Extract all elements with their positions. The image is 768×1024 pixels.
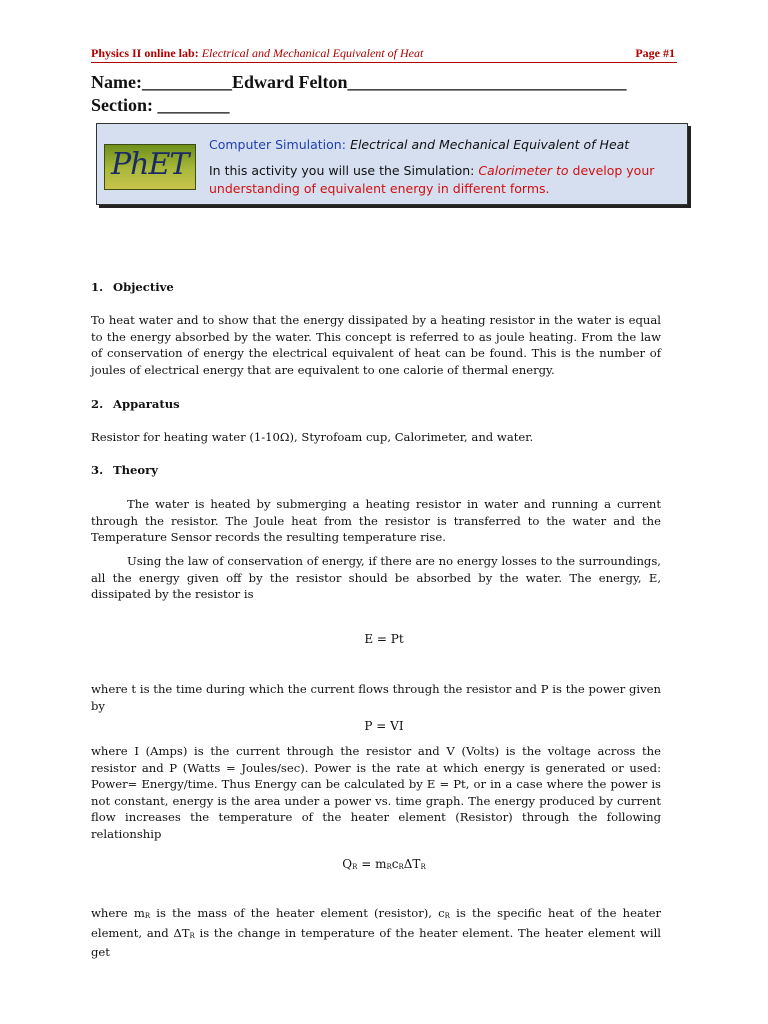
equation-power: P = VI <box>364 719 404 733</box>
simulation-banner <box>96 123 688 205</box>
section-heading-theory: 3. Theory <box>91 463 159 477</box>
banner-title: Electrical and Mechanical Equivalent of Heat <box>350 137 630 152</box>
banner-description: In this activity you will use the Simulation: Calorimeter to develop your understanding of equivalent energy in different forms. <box>209 163 655 196</box>
course-name: Physics II online lab <box>91 46 195 60</box>
theory-paragraph-1: The water is heated by submerging a heating resistor in water and running a current through the resistor. The Joule heat from the resistor is transferred to the water and the Temperature Sensor records the resulting temperature rise. <box>91 497 661 545</box>
equation-energy: E = Pt <box>364 632 404 646</box>
page-header: Physics II online lab: Electrical and Mechanical Equivalent of Heat Page #1 <box>91 46 677 63</box>
simulation-name: Calorimeter to <box>478 163 573 178</box>
section-heading-apparatus: 2. Apparatus <box>91 397 180 411</box>
phet-logo: PhET <box>104 144 196 190</box>
theory-paragraph-5: where $m_R$ is the mass of the heater element (resistor), $c_R$ is the specific heat of the heater element, and $\Delta T_R$ is the change in temperature of the heater element. The heater element will get <box>91 906 662 960</box>
equation-heat: $Q_R = m_Rc_R\Delta T_R$ <box>342 857 426 871</box>
theory-paragraph-2: Using the law of conservation of energy, if there are no energy losses to the surroundings, all the energy given off by the resistor should be absorbed by the water. The energy, E, dissipated by the resistor is <box>91 554 661 602</box>
theory-paragraph-3: where t is the time during which the current flows through the resistor and P is the power given by <box>91 682 661 713</box>
section-field: Section: ________ <box>91 95 230 115</box>
header-title: Electrical and Mechanical Equivalent of Heat <box>201 46 424 60</box>
apparatus-paragraph: Resistor for heating water (1-10Ω), Styrofoam cup, Calorimeter, and water. <box>91 430 534 444</box>
banner-heading <box>209 137 629 153</box>
name-field: Name:__________Edward Felton_______________________________ <box>91 72 627 92</box>
banner-label: Computer Simulation: <box>209 137 346 152</box>
theory-paragraph-4: where I (Amps) is the current through the resistor and V (Volts) is the voltage across the resistor and P (Watts = Joules/sec). Power is the rate at which energy is generated or used: Power= Energy/time. Thus Energy can be calculated by E = Pt, or in a case where the power is not constant, energy is the area under a power vs. time graph. The energy produced by current flow increases the temperature of the heater element (Resistor) through the following relationship <box>91 744 661 841</box>
page-number: Page #1 <box>635 46 675 60</box>
objective-paragraph: To heat water and to show that the energy dissipated by a heating resistor in the water is equal to the energy absorbed by the water. This concept is referred to as joule heating. From the law of conservation of energy the electrical equivalent of heat can be found. This is the number of joules of electrical energy that are equivalent to one calorie of thermal energy. <box>91 313 661 377</box>
section-heading-objective: 1. Objective <box>91 280 174 294</box>
